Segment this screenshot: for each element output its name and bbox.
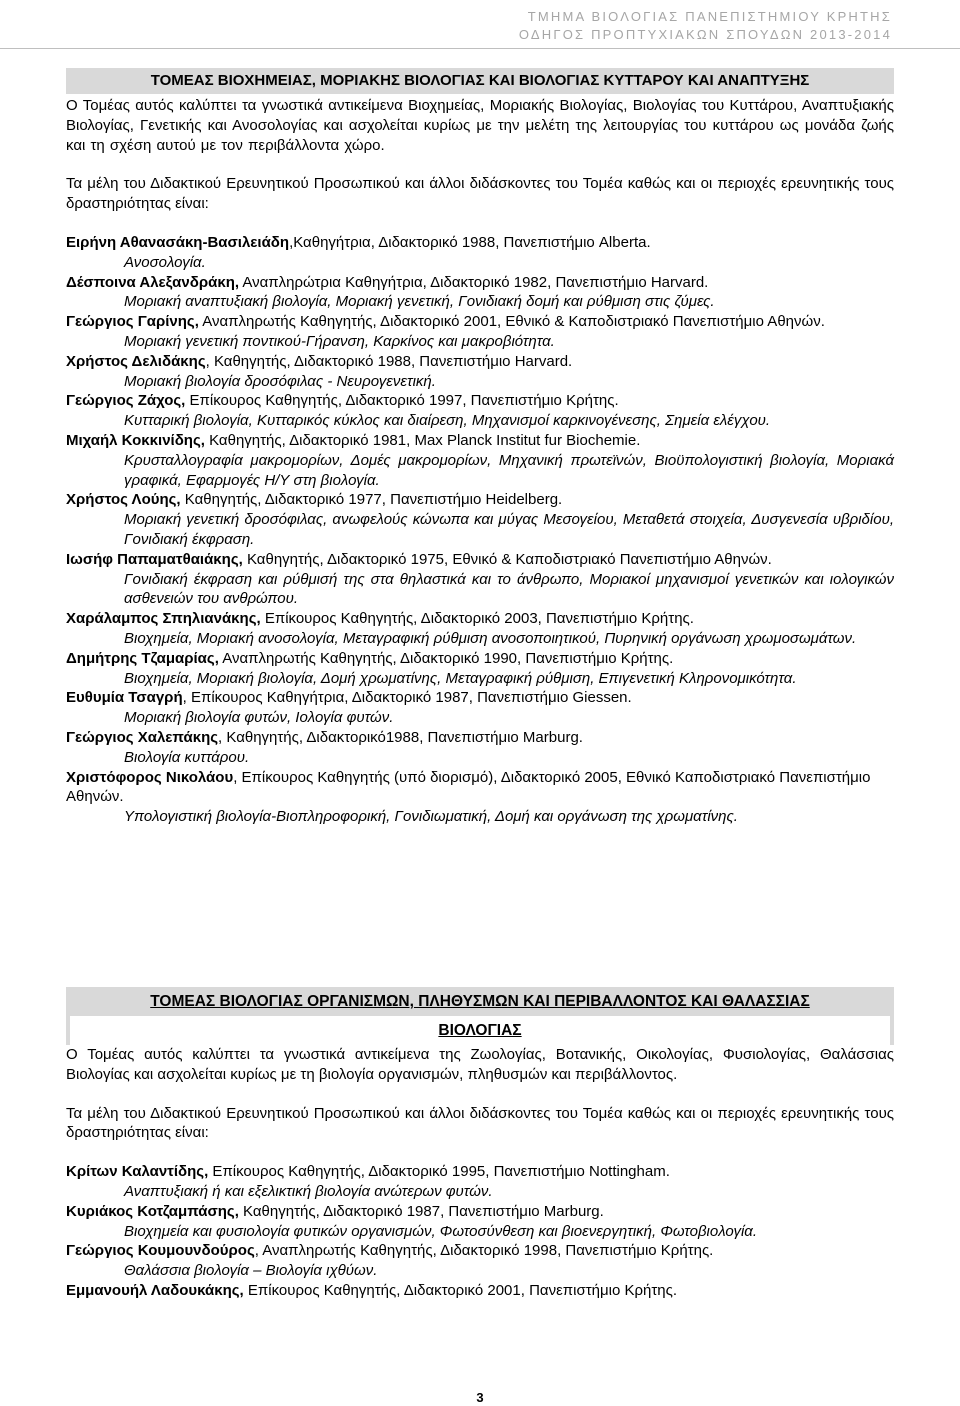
member-research: Βιοχημεία, Μοριακή βιολογία, Δομή χρωματίνης, Μεταγραφική ρύθμιση, Επιγενετική Κληρονομικότητα.: [124, 669, 797, 687]
member-entry: [66, 391, 894, 431]
member-name: Χρήστος Λούης,: [66, 491, 181, 509]
member-entry: [66, 1281, 894, 1301]
member-details: Καθηγητής, Διδακτορικό 1981, Max Planck Institut fur Biochemie.: [204, 431, 641, 449]
member-research: Κρυσταλλογραφία μακρομορίων, Δομές μακρομορίων, Μηχανική πρωτεϊνών, Βιοϋπολογιστική βιολογία, Μοριακά γραφικά, Εφαρμογές Η/Υ στη βιολογία.: [124, 451, 894, 489]
member-heading: [66, 490, 894, 510]
member-details: Αναπληρωτής Καθηγητής, Διδακτορικό 1990, Πανεπιστήμιο Κρήτης.: [218, 649, 674, 667]
section-title-line1: ΤΟΜΕΑΣ ΒΙΟΛΟΓΙΑΣ ΟΡΓΑΝΙΣΜΩΝ, ΠΛΗΘΥΣΜΩΝ ΚΑΙ ΠΕΡΙΒΑΛΛΟΝΤΟΣ ΚΑΙ ΘΑΛΑΣΣΙΑΣ: [150, 993, 810, 1010]
member-name: Κυριάκος Κοτζαμπάσης,: [66, 1202, 239, 1220]
member-details: , Καθηγητής, Διδακτορικό1988, Πανεπιστήμιο Marburg.: [218, 728, 583, 746]
section-intro: Ο Τομέας αυτός καλύπτει τα γνωστικά αντικείμενα της Ζωολογίας, Βοτανικής, Οικολογίας, Φυσιολογίας, Θαλάσσιας Βιολογίας και ασχολείται κυρίως με τη βιολογία οργανισμών, πληθυσμών και περιβάλλοντος.: [66, 1046, 894, 1083]
member-name: Χρήστος Δελιδάκης: [66, 352, 206, 370]
member-name: Δημήτρης Τζαμαρίας,: [66, 649, 219, 667]
section-title: [66, 987, 894, 1045]
member-details: , Επίκουρος Καθηγήτρια, Διδακτορικό 1987, Πανεπιστήμιο Giessen.: [182, 689, 632, 707]
members-intro: Τα μέλη του Διδακτικού Ερευνητικού Προσωπικού και άλλοι διδάσκοντες του Τομέα καθώς και οι περιοχές ερευνητικής τους δραστηριότητας είναι:: [66, 175, 894, 213]
members-list: [66, 233, 894, 827]
member-heading: [66, 312, 894, 332]
member-research: Γονιδιακή έκφραση και ρύθμισή της στα θηλαστικά και το άνθρωπο, Μοριακοί μηχανισμοί γενετικών και ιολογικών ασθενειών του ανθρώπου.: [124, 570, 894, 608]
member-details: Αναπληρώτρια Καθηγήτρια, Διδακτορικό 1982, Πανεπιστήμιο Harvard.: [239, 273, 709, 291]
members-list: [66, 1162, 894, 1301]
member-entry: [66, 490, 894, 549]
member-heading: [66, 550, 894, 570]
member-entry: [66, 1241, 894, 1281]
member-name: Ειρήνη Αθανασάκη-Βασιλειάδη: [66, 233, 290, 251]
member-details: Καθηγητής, Διδακτορικό 1975, Εθνικό & Καποδιστριακό Πανεπιστήμιο Αθηνών.: [242, 550, 772, 568]
header-department: ΤΜΗΜΑ ΒΙΟΛΟΓΙΑΣ ΠΑΝΕΠΙΣΤΗΜΙΟΥ ΚΡΗΤΗΣ: [527, 9, 892, 24]
member-heading: [66, 273, 894, 293]
member-heading: [66, 728, 894, 748]
header-guide-title: ΟΔΗΓΟΣ ΠΡΟΠΤΥΧΙΑΚΩΝ ΣΠΟΥΔΩΝ 2013-2014: [518, 27, 892, 42]
member-entry: [66, 233, 894, 273]
member-name: Χριστόφορος Νικολάου: [66, 768, 234, 786]
member-research: Βιοχημεία, Μοριακή ανοσολογία, Μεταγραφική ρύθμιση ανοσοποιητικού, Πυρηνική οργάνωση χρωμοσωμάτων.: [124, 629, 857, 647]
member-research: Θαλάσσια βιολογία – Βιολογία ιχθύων.: [124, 1262, 378, 1280]
member-name: Ευθυμία Τσαγρή: [66, 689, 183, 707]
member-entry: [66, 768, 894, 827]
member-heading: [66, 768, 894, 808]
member-heading: [66, 1202, 894, 1222]
member-research: Μοριακή βιολογία φυτών, Ιολογία φυτών.: [124, 709, 394, 727]
member-research: Κυτταρική βιολογία, Κυτταρικός κύκλος και διαίρεση, Μηχανισμοί καρκινογένεσης, Σημεία ελέγχου.: [124, 412, 771, 430]
member-entry: [66, 312, 894, 352]
member-name: Γεώργιος Ζάχος,: [66, 392, 186, 410]
member-research: Μοριακή βιολογία δροσόφιλας - Νευρογενετική.: [124, 372, 436, 390]
member-name: Γεώργιος Χαλεπάκης: [66, 728, 219, 746]
member-details: , Καθηγητής, Διδακτορικό 1988, Πανεπιστήμιο Harvard.: [205, 352, 573, 370]
member-entry: [66, 352, 894, 392]
section-biochemistry: [66, 68, 894, 827]
member-research: Ανοσολογία.: [124, 253, 206, 271]
member-entry: [66, 688, 894, 728]
member-details: Αναπληρωτής Καθηγητής, Διδακτορικό 2001, Εθνικό & Καποδιστριακό Πανεπιστήμιο Αθηνών.: [198, 313, 825, 331]
member-name: Γεώργιος Κουμουνδούρος: [66, 1242, 255, 1260]
member-heading: [66, 431, 894, 451]
member-research: Βιολογία κυττάρου.: [124, 748, 250, 766]
member-research: Μοριακή αναπτυξιακή βιολογία, Μοριακή γενετική, Γονιδιακή δομή και ρύθμιση στις ζύμες.: [124, 293, 715, 311]
member-entry: [66, 1202, 894, 1242]
member-details: Καθηγητής, Διδακτορικό 1977, Πανεπιστήμιο Heidelberg.: [180, 491, 563, 509]
member-name: Δέσποινα Αλεξανδράκη,: [66, 273, 240, 291]
page-header: [519, 8, 892, 44]
member-entry: [66, 728, 894, 768]
member-heading: [66, 649, 894, 669]
member-entry: [66, 649, 894, 689]
member-heading: [66, 352, 894, 372]
member-details: Καθηγητής, Διδακτορικό 1987, Πανεπιστήμιο Marburg.: [238, 1202, 604, 1220]
member-entry: [66, 431, 894, 490]
member-details: , Επίκουρος Καθηγητής (υπό διορισμό), Διδακτορικό 2005, Εθνικό Καποδιστριακό Πανεπιστήμιο Αθηνών.: [66, 768, 871, 806]
member-research: Μοριακή γενετική ποντικού-Γήρανση, Καρκίνος και μακροβιότητα.: [124, 332, 555, 350]
member-entry: [66, 1162, 894, 1202]
members-intro: Τα μέλη του Διδακτικού Ερευνητικού Προσωπικού και άλλοι διδάσκοντες του Τομέα καθώς και οι περιοχές ερευνητικής τους δραστηριότητας είναι:: [66, 1104, 894, 1142]
member-entry: [66, 273, 894, 313]
header-divider: [0, 48, 960, 49]
member-heading: [66, 1162, 894, 1182]
member-name: Κρίτων Καλαντίδης,: [66, 1163, 209, 1181]
page-number: 3: [476, 1390, 484, 1405]
member-name: Χαράλαμπος Σπηλιανάκης,: [66, 610, 261, 628]
member-details: , Αναπληρωτής Καθηγητής, Διδακτορικό 1998, Πανεπιστήμιο Κρήτης.: [254, 1242, 714, 1260]
member-details: Επίκουρος Καθηγητής, Διδακτορικό 2003, Πανεπιστήμιο Κρήτης.: [260, 610, 694, 628]
member-research: Βιοχημεία και φυσιολογία φυτικών οργανισμών, Φωτοσύνθεση και βιοενεργητική, Φωτοβιολογία.: [124, 1222, 758, 1240]
member-name: Εμμανουήλ Λαδουκάκης,: [66, 1281, 244, 1299]
member-entry: [66, 609, 894, 649]
member-details: Επίκουρος Καθηγητής, Διδακτορικό 1995, Πανεπιστήμιο Nottingham.: [208, 1163, 670, 1181]
member-name: Ιωσήφ Παπαματθαιάκης,: [66, 550, 243, 568]
member-heading: [66, 391, 894, 411]
member-heading: [66, 1241, 894, 1261]
section-organisms: [66, 987, 894, 1301]
member-entry: [66, 550, 894, 609]
member-research: Υπολογιστική βιολογία-Βιοπληροφορική, Γονιδιωματική, Δομή και οργάνωση της χρωματίνης.: [124, 808, 738, 826]
member-details: ,Καθηγήτρια, Διδακτορικό 1988, Πανεπιστήμιο Alberta.: [289, 233, 651, 251]
member-research: Μοριακή γενετική δροσόφιλας, ανωφελούς κώνωπα και μύγας Μεσογείου, Μεταθετά στοιχεία, Δυσγενεσία υβριδίου, Γονιδιακή έκφραση.: [124, 511, 894, 548]
section-title: ΤΟΜΕΑΣ ΒΙΟΧΗΜΕΙΑΣ, ΜΟΡΙΑΚΗΣ ΒΙΟΛΟΓΙΑΣ ΚΑΙ ΒΙΟΛΟΓΙΑΣ ΚΥΤΤΑΡΟΥ ΚΑΙ ΑΝΑΠΤΥΞΗΣ: [66, 68, 894, 94]
section-intro: Ο Τομέας αυτός καλύπτει τα γνωστικά αντικείμενα Βιοχημείας, Μοριακής Βιολογίας, Βιολογίας του Κυττάρου, Αναπτυξιακής Βιολογίας, Γενετικής και Ανοσολογίας και ασχολείται κυρίως με την μελέτη της λειτουργίας του κυττάρου ως μονάδα ζωής και τη σχέση αυτού με τον περιβάλλοντα χώρο.: [66, 97, 894, 154]
member-heading: [66, 1281, 894, 1301]
member-name: Γεώργιος Γαρίνης,: [66, 313, 199, 331]
member-research: Αναπτυξιακή ή και εξελικτική βιολογία ανώτερων φυτών.: [124, 1182, 493, 1200]
member-details: Επίκουρος Καθηγητής, Διδακτορικό 2001, Πανεπιστήμιο Κρήτης.: [243, 1281, 677, 1299]
member-name: Μιχαήλ Κοκκινίδης,: [66, 431, 205, 449]
member-heading: [66, 609, 894, 629]
member-details: Επίκουρος Καθηγητής, Διδακτορικό 1997, Πανεπιστήμιο Κρήτης.: [185, 392, 619, 410]
member-heading: [66, 233, 894, 253]
section-title-line2: ΒΙΟΛΟΓΙΑΣ: [70, 1016, 890, 1045]
member-heading: [66, 688, 894, 708]
